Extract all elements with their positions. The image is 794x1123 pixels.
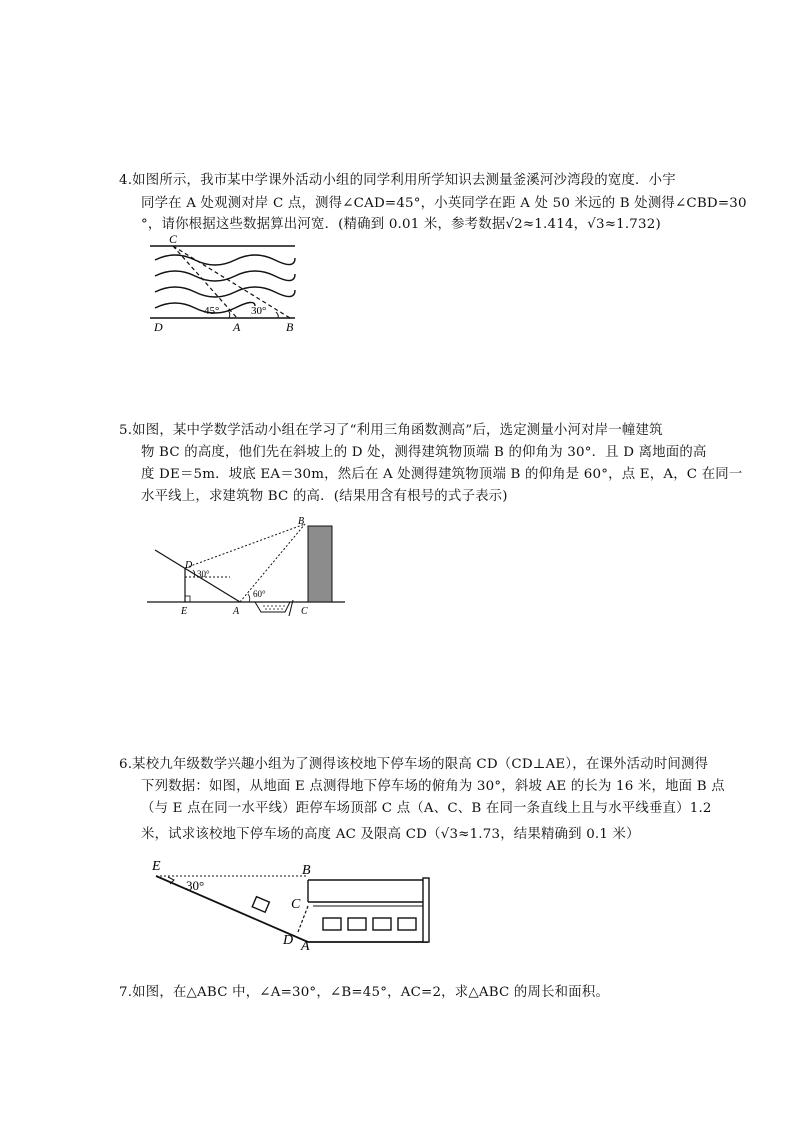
angle-60: 60° bbox=[253, 589, 266, 599]
problem-5-line-2: 物 BC 的高度，他们先在斜坡上的 D 处，测得建筑物顶端 B 的仰角为 30°．且 D 离地面的高 bbox=[141, 445, 707, 460]
label-e: E bbox=[152, 859, 161, 874]
problem-6-sqrt3: 3≈1.73，结果精确到 0.1 米） bbox=[449, 827, 640, 842]
label-a: A bbox=[233, 606, 240, 617]
sqrt-symbol: √ bbox=[587, 217, 596, 232]
problem-5-line-1: 5.如图，某中学数学活动小组在学习了“利用三角函数测高”后，选定测量小河对岸一幢建筑 bbox=[119, 423, 663, 438]
label-d: D bbox=[283, 933, 294, 948]
label-b: B bbox=[298, 516, 305, 527]
figure-parking bbox=[148, 852, 438, 956]
problem-5-line-4: 水平线上，求建筑物 BC 的高．(结果用含有根号的式子表示) bbox=[141, 489, 508, 504]
label-d: D bbox=[154, 320, 163, 334]
problem-6-line-2: 下列数据：如图，从地面 E 点测得地下停车场的俯角为 30°，斜坡 AE 的长为 16 米，地面 B 点 bbox=[141, 779, 725, 794]
sqrt-symbol: √ bbox=[440, 827, 450, 842]
problem-4-sqrt2: 2≈1.414， bbox=[514, 217, 588, 232]
label-a: A bbox=[233, 320, 241, 334]
problem-6-line-4 bbox=[141, 826, 640, 844]
label-d: D bbox=[185, 560, 193, 571]
label-b: B bbox=[302, 863, 311, 878]
label-e: E bbox=[181, 606, 188, 617]
figure-river bbox=[145, 232, 305, 336]
figure-building bbox=[145, 512, 350, 620]
problem-4-sqrt3: 3≈1.732) bbox=[595, 217, 661, 232]
label-c: C bbox=[169, 232, 178, 246]
problem-4-line-1: 4.如图所示，我市某中学课外活动小组的同学利用所学知识去测量釜溪河沙湾段的宽度．小宇 bbox=[119, 173, 676, 188]
problem-5-line-3: 度 DE＝5m．坡底 EA＝30m，然后在 A 处测得建筑物顶端 B 的仰角是 60°，点 E，A，C 在同一 bbox=[141, 467, 743, 482]
angle-30: 30° bbox=[197, 569, 210, 579]
label-b: B bbox=[286, 320, 294, 334]
problem-6-line-4-text: 米，试求该校地下停车场的高度 AC 及限高 CD（ bbox=[141, 827, 441, 842]
angle-45: 45° bbox=[204, 305, 220, 317]
problem-4-line-3-text: °，请你根据这些数据算出河宽．(精确到 0.01 米，参考数据 bbox=[141, 217, 506, 232]
angle-30: 30° bbox=[186, 878, 205, 893]
problem-7-line-1: 7.如图，在△ABC 中，∠A=30°，∠B=45°，AC=2，求△ABC 的周长和面积。 bbox=[119, 985, 610, 1000]
problem-6-line-3: （与 E 点在同一水平线）距停车场顶部 C 点（A、C、B 在同一条直线上且与水平线垂直）1.2 bbox=[141, 801, 712, 816]
problem-4-line-2: 同学在 A 处观测对岸 C 点，测得∠CAD=45°，小英同学在距 A 处 50 米远的 B 处测得∠CBD=30 bbox=[141, 196, 747, 211]
angle-30: 30° bbox=[251, 305, 267, 317]
sqrt-symbol: √ bbox=[505, 217, 515, 232]
label-c: C bbox=[301, 606, 308, 617]
label-a: A bbox=[301, 939, 310, 954]
problem-6-line-1: 6.某校九年级数学兴趣小组为了测得该校地下停车场的限高 CD（CD⊥AE），在课外活动时间测得 bbox=[119, 757, 709, 772]
label-c: C bbox=[291, 897, 301, 912]
